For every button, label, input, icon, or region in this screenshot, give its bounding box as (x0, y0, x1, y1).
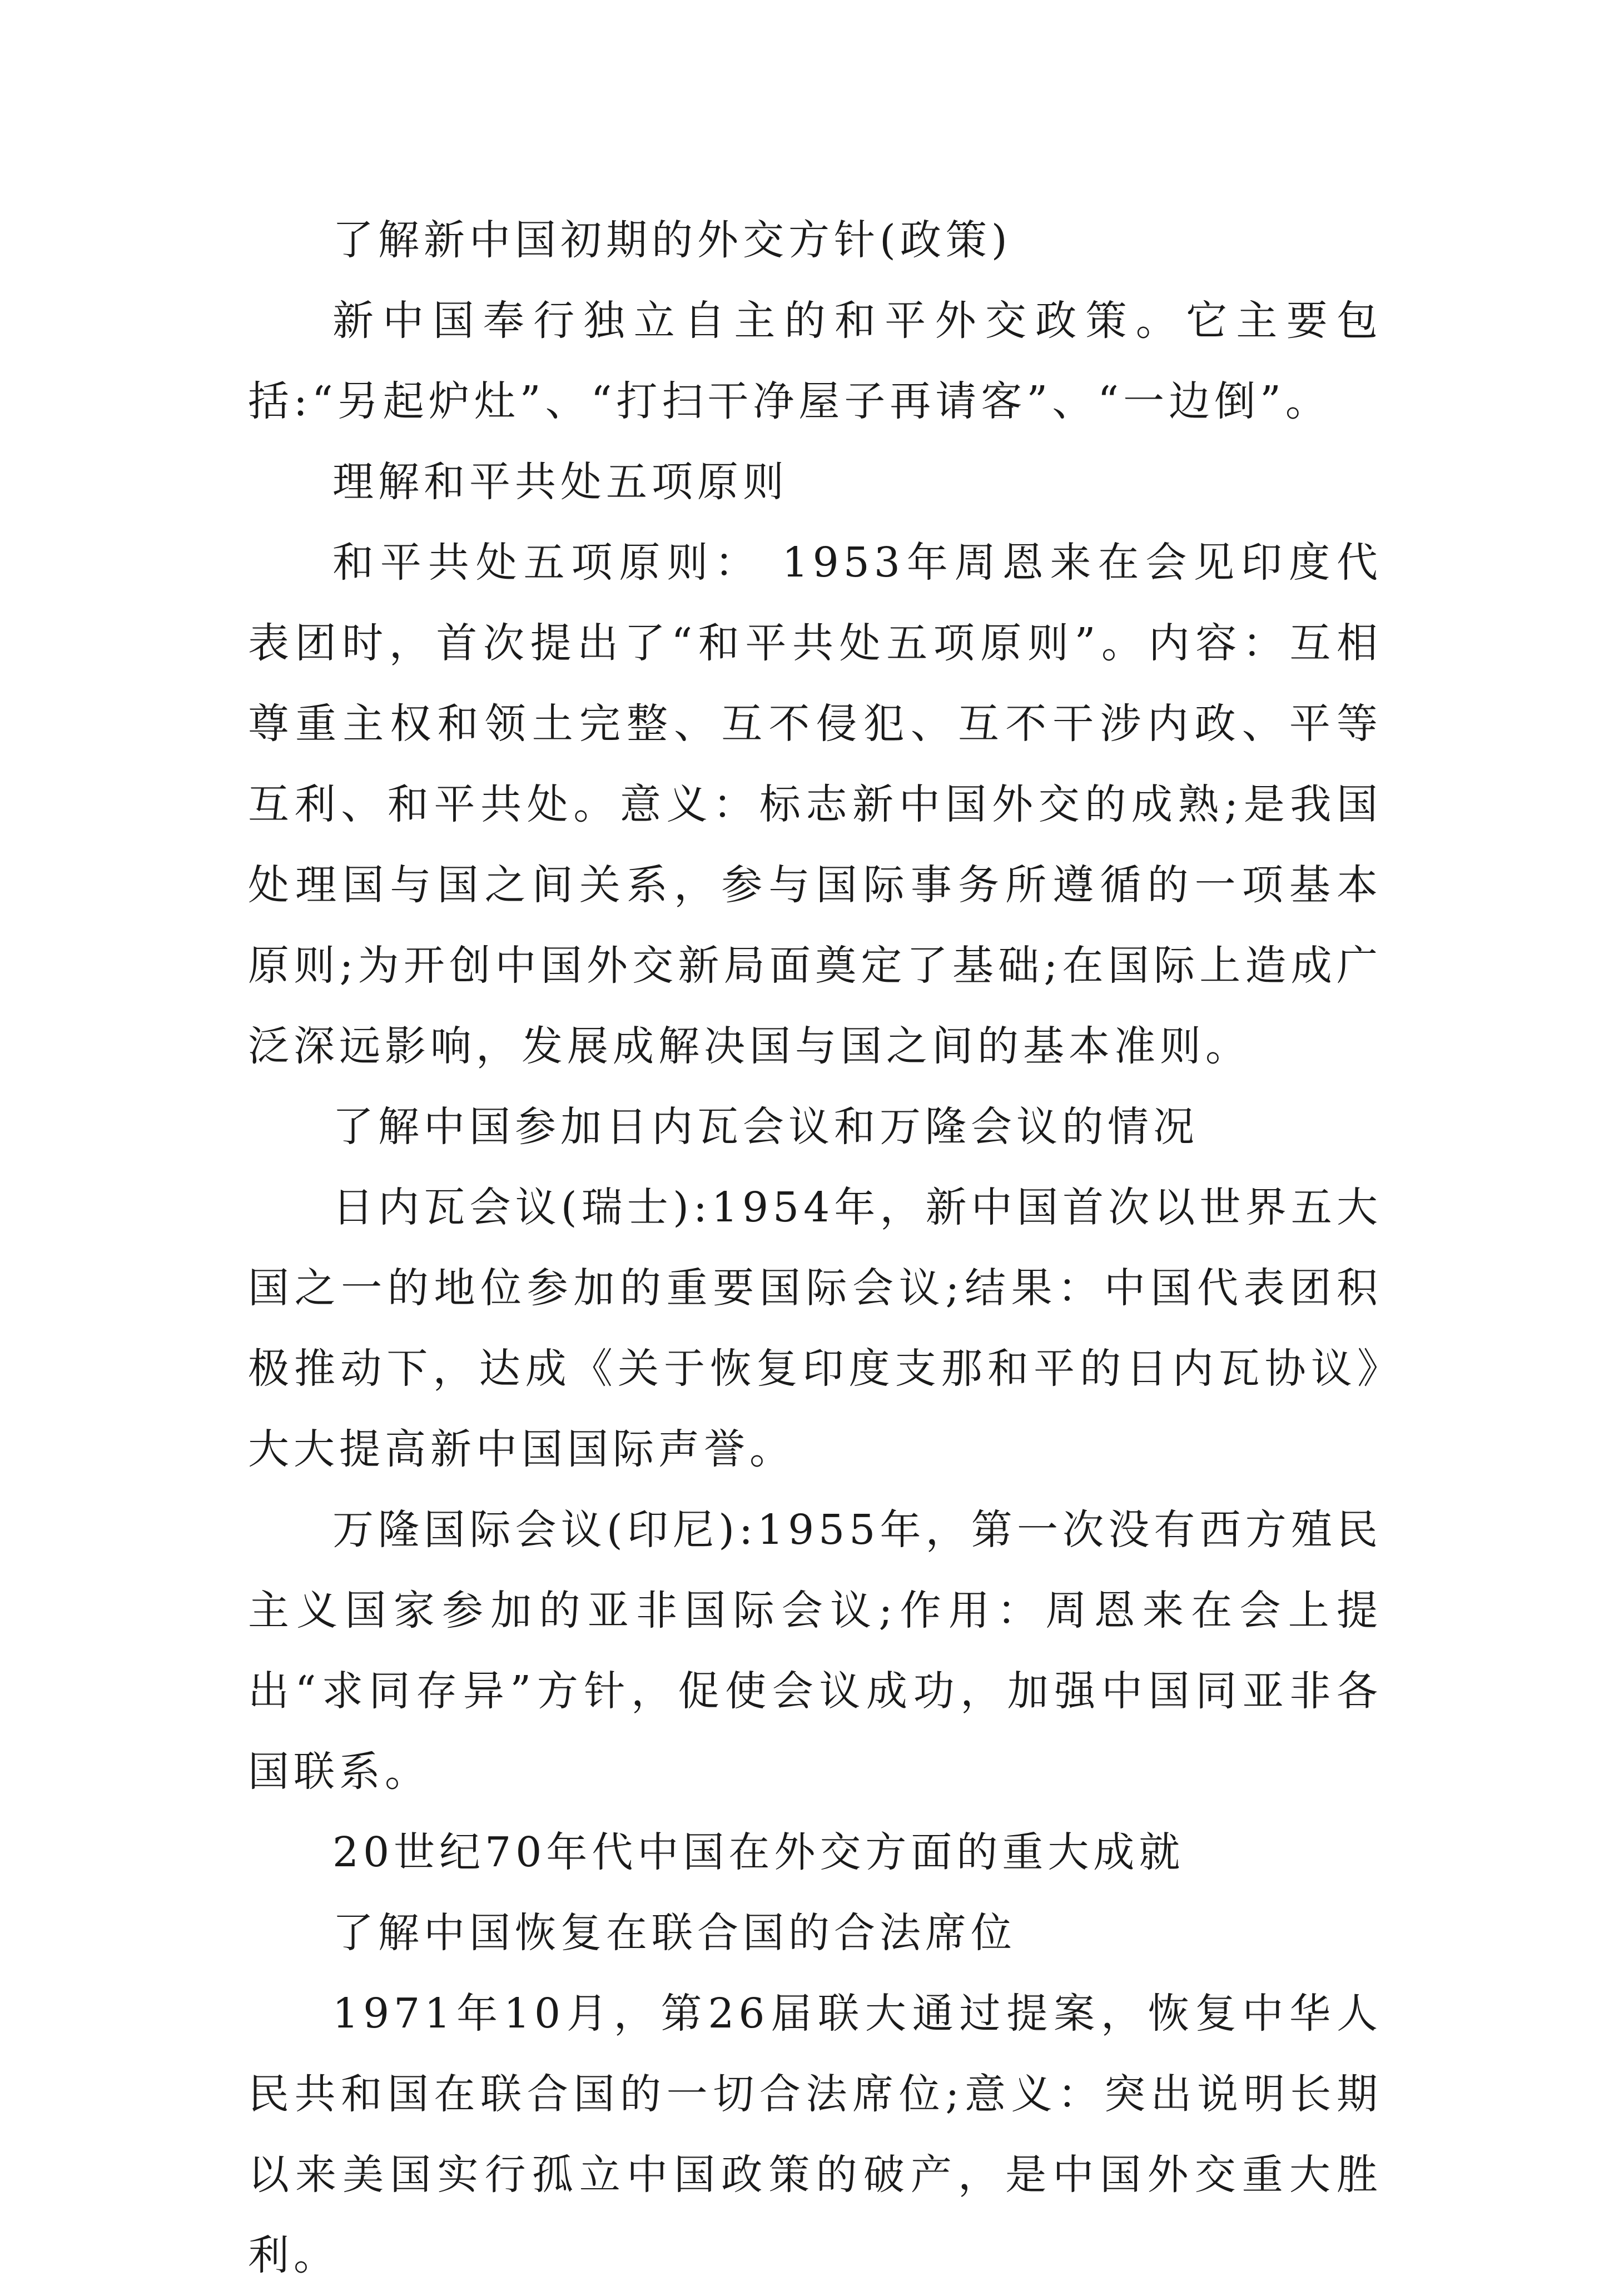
document-body (248, 200, 1382, 2296)
paragraph-geneva-conference: 日内瓦会议(瑞士):1954年，新中国首次以世界五大国之一的地位参加的重要国际会议;结果：中国代表团积极推动下，达成《关于恢复印度支那和平的日内瓦协议》大大提高新中国国际声誉。 (248, 1184, 1382, 1473)
heading-five-principles: 理解和平共处五项原则 (332, 458, 788, 506)
heading-un-seat: 了解中国恢复在联合国的合法席位 (332, 1909, 1016, 1957)
heading-1970s-achievements: 20世纪70年代中国在外交方面的重大成就 (332, 1828, 1185, 1876)
heading-diplomatic-policy: 了解新中国初期的外交方针(政策) (332, 216, 1012, 264)
paragraph-diplomatic-policy: 新中国奉行独立自主的和平外交政策。它主要包括:“另起炉灶”、“打扫干净屋子再请客”、“一边倒”。 (248, 297, 1382, 425)
paragraph-bandung-conference: 万隆国际会议(印尼):1955年，第一次没有西方殖民主义国家参加的亚非国际会议;作用：周恩来在会上提出“求同存异”方针，促使会议成功，加强中国同亚非各国联系。 (248, 1506, 1382, 1796)
paragraph-five-principles: 和平共处五项原则： 1953年周恩来在会见印度代表团时，首次提出了“和平共处五项原则”。内容：互相尊重主权和领土完整、互不侵犯、互不干涉内政、平等互利、和平共处。意义：标志新中国外交的成熟;是我国处理国与国之间关系，参与国际事务所遵循的一项基本原则;为开创中国外交新局面奠定了基础;在国际上造成广泛深远影响，发展成解决国与国之间的基本准则。 (248, 539, 1382, 1070)
paragraph-un-seat: 1971年10月，第26届联大通过提案，恢复中华人民共和国在联合国的一切合法席位;意义：突出说明长期以来美国实行孤立中国政策的破产，是中国外交重大胜利。 (248, 1990, 1382, 2279)
heading-geneva-bandung: 了解中国参加日内瓦会议和万隆会议的情况 (332, 1103, 1199, 1151)
